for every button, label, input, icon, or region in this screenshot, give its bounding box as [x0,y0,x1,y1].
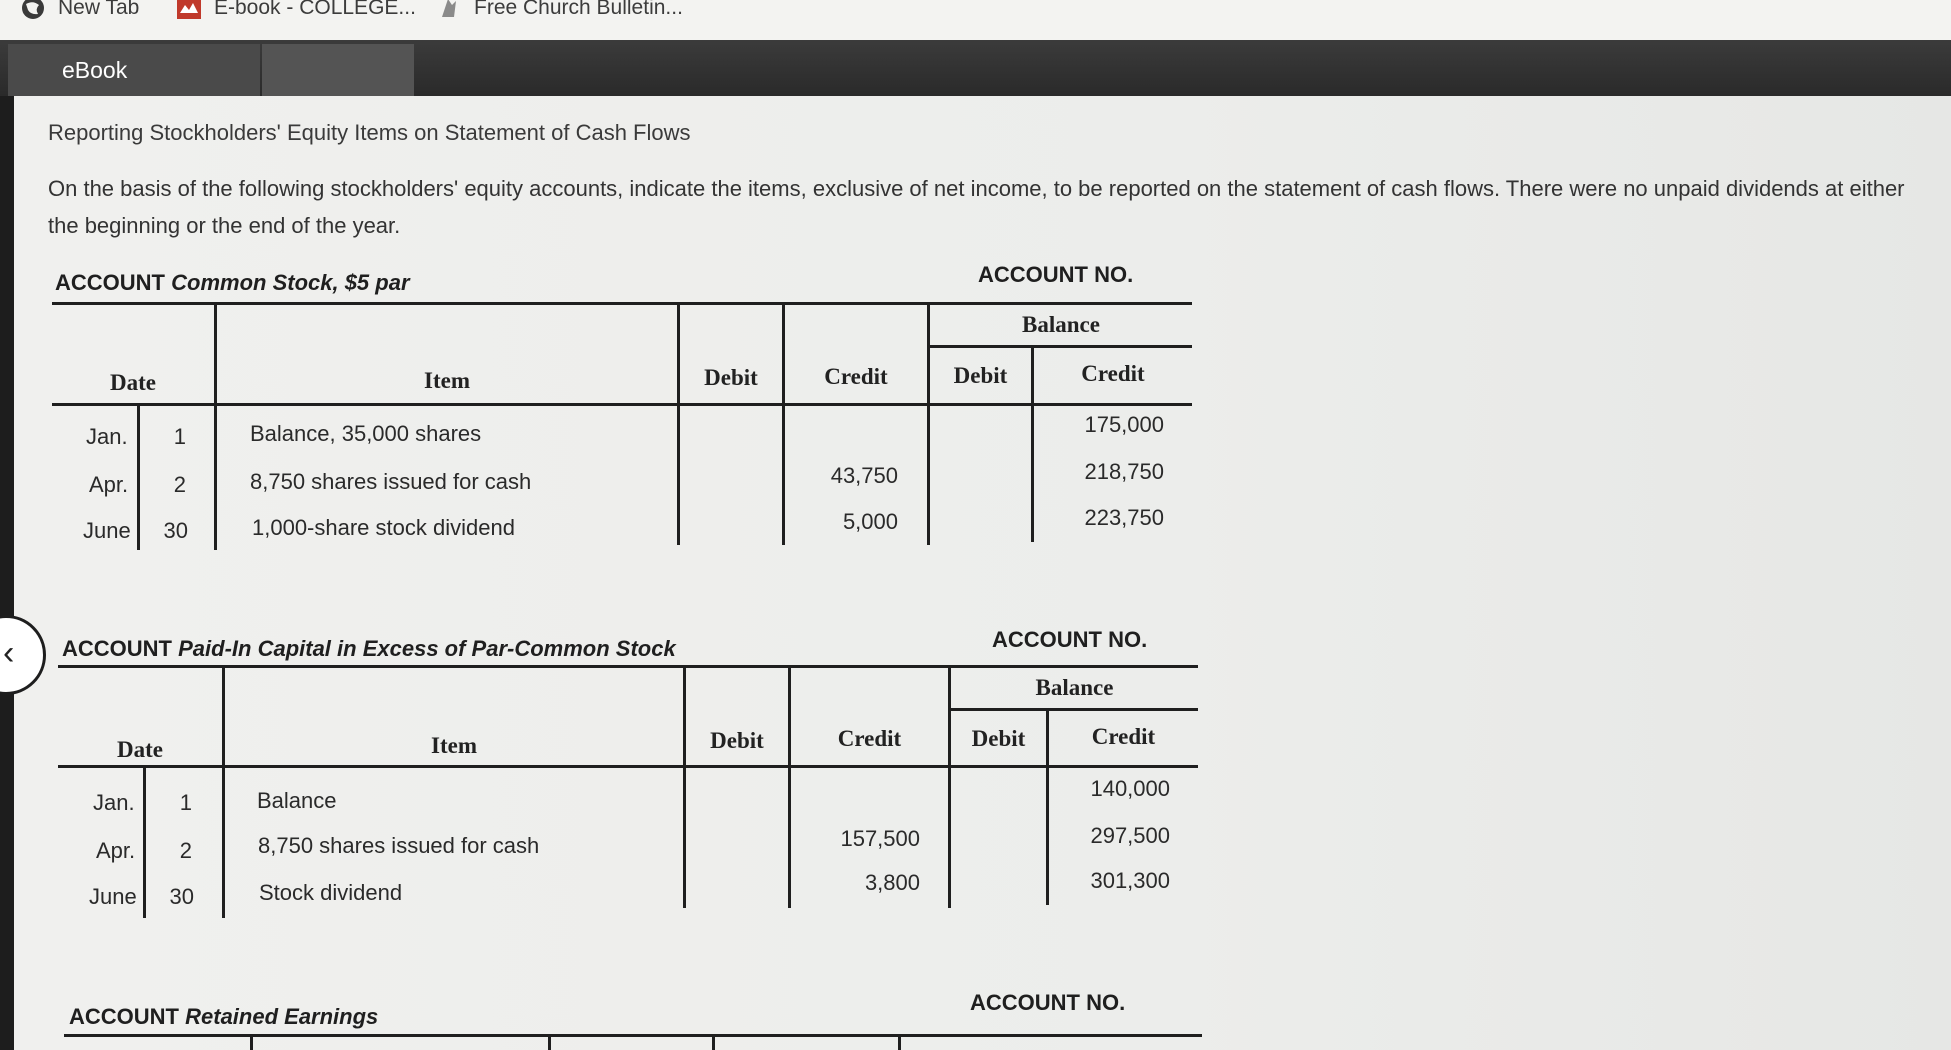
row-month: Jan. [93,790,135,815]
tab-ebook[interactable] [8,44,260,96]
bookmark-label: E-book - COLLEGE... [214,0,416,19]
row-balance-credit: 223,750 [1084,505,1164,530]
bookmarks-bar [0,0,1951,41]
row-item: 8,750 shares issued for cash [258,833,540,858]
header-credit: Credit [837,726,902,751]
account-name: Common Stock, $5 par [171,270,410,295]
header-balance-debit: Debit [971,726,1026,751]
row-item: 8,750 shares issued for cash [250,469,532,494]
row-day: 2 [179,838,192,863]
header-debit: Debit [710,728,764,753]
header-item: Item [424,368,470,393]
bookmark-label: New Tab [58,0,140,19]
bookmark-ebook[interactable] [176,0,416,22]
header-balance: Balance [1035,675,1114,700]
row-month: Apr. [96,838,136,863]
header-balance-debit: Debit [953,363,1008,388]
account-name: Paid-In Capital in Excess of Par-Common Stock [178,636,676,661]
account-name: Retained Earnings [185,1004,379,1029]
row-month: June [89,884,137,909]
account-prefix: ACCOUNT [55,270,165,295]
row-month: Apr. [89,472,129,497]
tab-secondary[interactable] [262,44,414,96]
header-item: Item [431,733,477,758]
row-credit: 157,500 [840,826,920,851]
book-icon [176,0,202,21]
row-balance-credit: 140,000 [1090,776,1170,801]
row-credit: 3,800 [864,870,920,895]
account-prefix: ACCOUNT [69,1004,179,1029]
account-prefix: ACCOUNT [62,636,172,661]
header-credit: Credit [824,364,888,389]
bookmark-label: Free Church Bulletin... [474,0,683,19]
row-balance-credit: 218,750 [1084,459,1164,484]
header-balance-credit: Credit [1081,361,1145,386]
left-edge-bar [0,96,14,1050]
chevron-left-icon: ‹ [3,634,15,672]
row-balance-credit: 297,500 [1090,823,1170,848]
row-month: Jan. [86,424,128,449]
bulletin-icon [436,0,462,21]
tab-ebook-label: eBook [62,56,128,83]
account-title [55,270,410,296]
account-title [69,1004,378,1030]
row-balance-credit: 301,300 [1090,868,1170,893]
row-day: 30 [169,884,194,909]
row-item: Stock dividend [259,880,403,905]
row-item: Balance, 35,000 shares [250,421,482,446]
page-title: Reporting Stockholders' Equity Items on Statement of Cash Flows [48,120,691,145]
bookmark-new-tab[interactable] [20,0,139,22]
row-day: 1 [179,790,192,815]
instructions-text: On the basis of the following stockholders' equity accounts, indicate the items, exclusive of net income, to be reported on the statement of cash flows. There were no unpaid dividends at either the beginning or the end of the year. [48,176,1905,238]
globe-icon [20,0,46,21]
header-debit: Debit [704,365,758,390]
header-balance: Balance [1022,312,1100,337]
row-credit: 5,000 [842,509,898,534]
header-date: Date [117,737,163,762]
account-title [62,636,676,662]
header-date: Date [110,370,156,395]
account-number-label: ACCOUNT NO. [992,627,1148,652]
row-balance-credit: 175,000 [1084,412,1164,437]
row-day: 2 [173,472,186,497]
header-balance-credit: Credit [1091,724,1156,749]
row-credit: 43,750 [830,463,898,488]
row-month: June [83,518,131,543]
bookmark-church-bulletin[interactable] [436,0,683,22]
row-day: 30 [163,518,188,543]
row-day: 1 [173,424,186,449]
account-number-label: ACCOUNT NO. [978,262,1134,287]
row-item: 1,000-share stock dividend [252,515,515,540]
row-item: Balance [257,788,337,813]
account-number-label: ACCOUNT NO. [970,990,1126,1015]
